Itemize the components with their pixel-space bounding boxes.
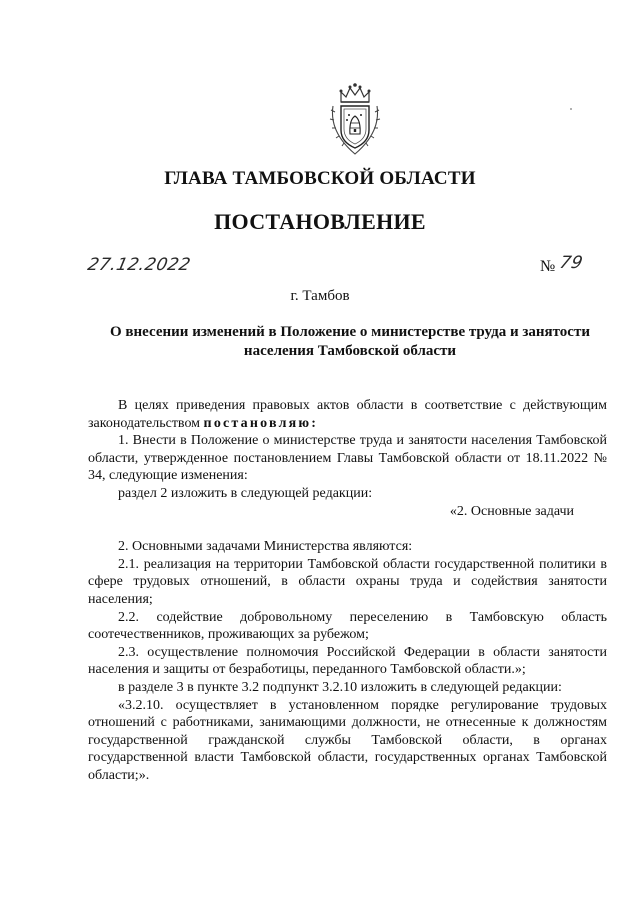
scan-speck [570,108,572,110]
document-subject: О внесении изменений в Положение о министерстве труда и занятости населения Тамбовской области [110,324,590,359]
document-body [88,397,607,784]
issuing-authority: ГЛАВА ТАМБОВСКОЙ ОБЛАСТИ [164,168,476,189]
quoted-section-title: «2. Основные задачи [449,503,574,519]
paragraph-task-2-3: 2.3. осуществление полномочия Российской Федерации в области занятости населения и защиты от безработицы, переданного Тамбовской области.»; [88,644,607,678]
paragraph-tasks-heading: 2. Основными задачами Министерства являются: [118,539,413,555]
preamble-text: В целях приведения правовых актов области в соответствие с действующим законодательством [88,398,607,431]
paragraph-subitem-3-2-10: «3.2.10. осуществляет в установленном порядке регулирование трудовых отношений с работниками, занимающими должности, не отнесенные к должностям государственной гражданской службы Тамбовской области, в органах государственной власти Тамбовской области, государственных органах Тамбовской области;». [88,697,607,783]
coat-of-arms-icon [327,82,383,156]
number-label: № [540,258,556,275]
handwritten-date: 27.12.2022 [85,255,193,275]
city-line: г. Тамбов [290,288,350,304]
paragraph-task-2-1: 2.1. реализация на территории Тамбовской области государственной политики в сфере трудовых отношений, в области охраны труда и содействия занятости населения; [88,556,607,607]
paragraph-item-1: 1. Внести в Положение о министерстве труда и занятости населения Тамбовской области, утвержденное постановлением Главы Тамбовской области от 18.11.2022 № 34, следующие изменения: [88,433,607,484]
paragraph-preamble [88,397,607,432]
paragraph-task-2-2: 2.2. содействие добровольному переселению в Тамбовскую область соотечественников, проживающих за рубежом; [88,609,607,643]
paragraph-section-3-intro: в разделе 3 в пункте 3.2 подпункт 3.2.10 изложить в следующей редакции: [118,679,562,695]
handwritten-number: 79 [557,253,585,273]
document-type-title: ПОСТАНОВЛЕНИЕ [214,209,426,234]
spacer [88,520,607,538]
paragraph-section-2-intro: раздел 2 изложить в следующей редакции: [118,485,373,501]
decree-word: постановляю: [203,415,319,431]
